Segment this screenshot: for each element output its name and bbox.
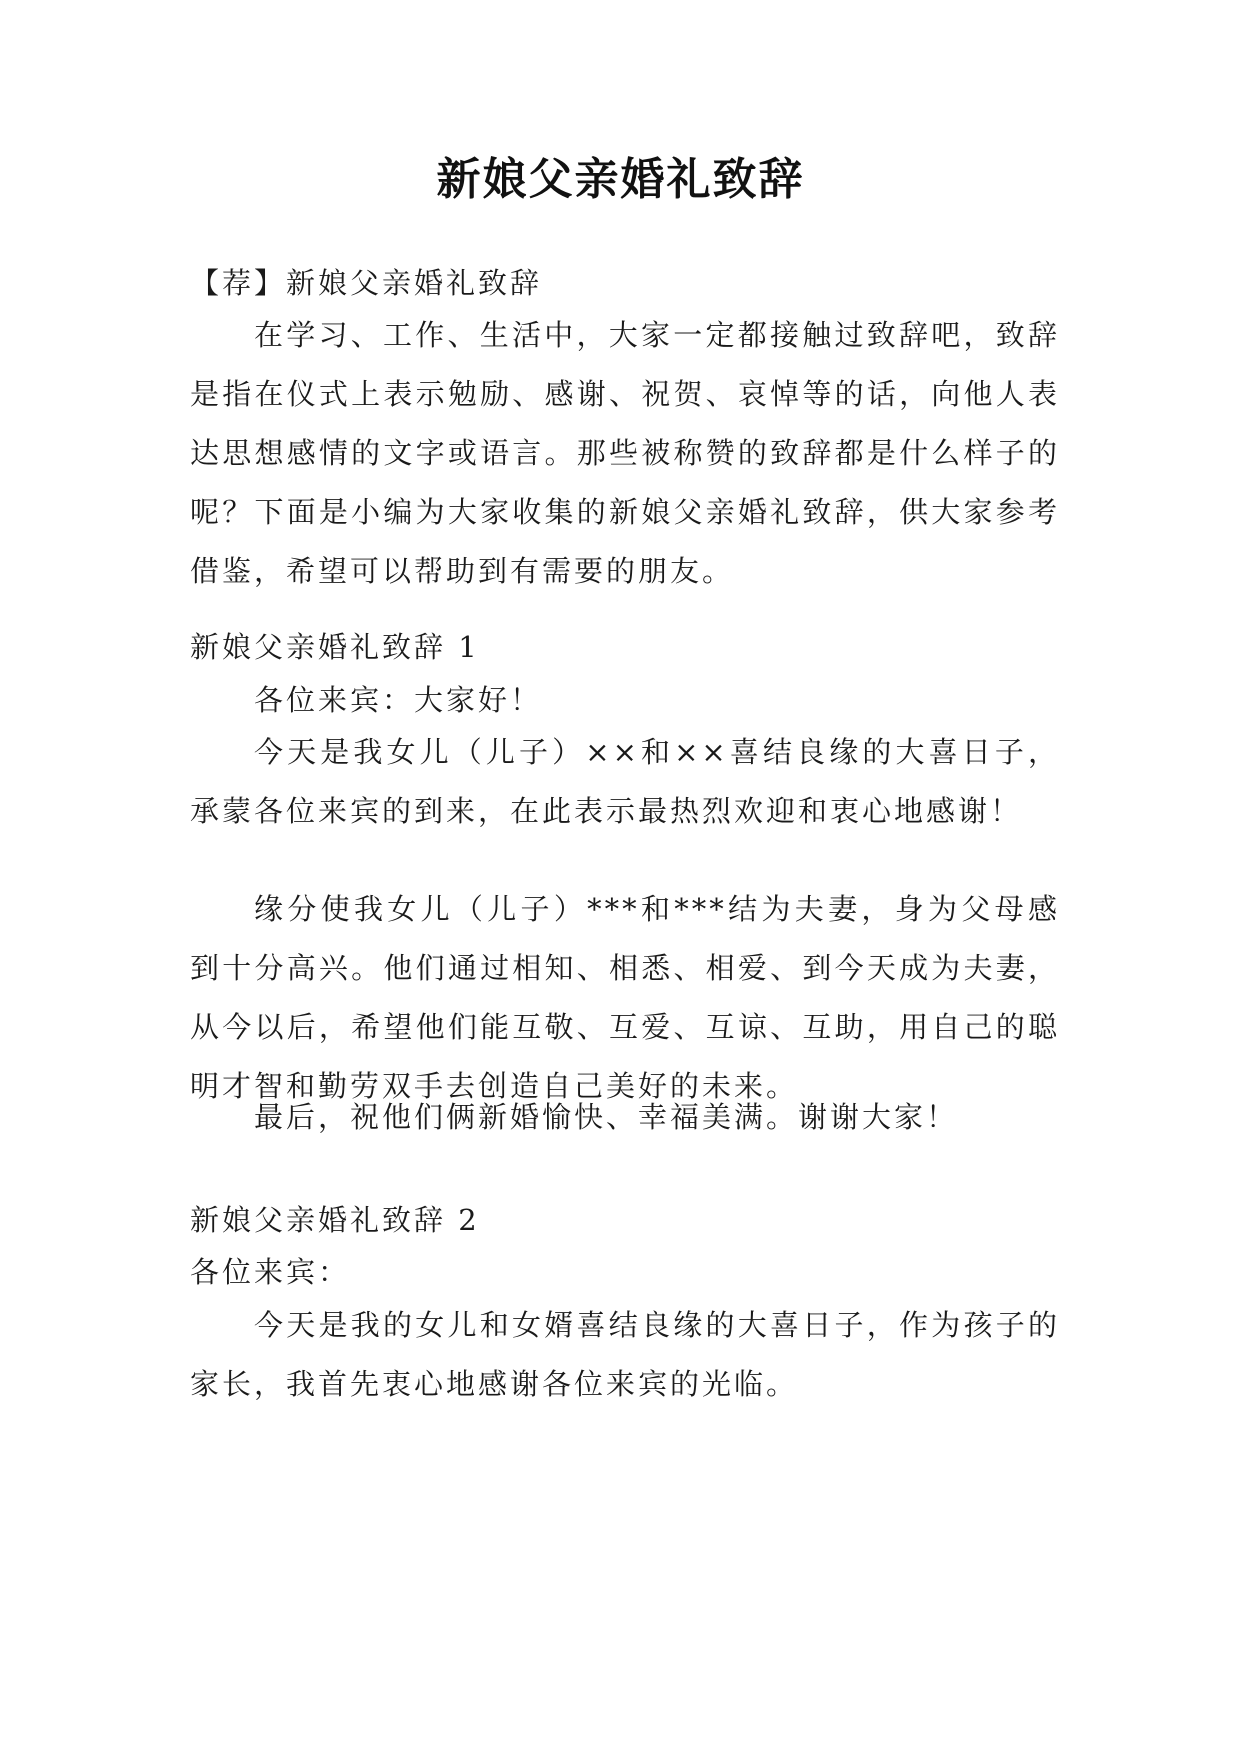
section-2-paragraph-1: 今天是我的女儿和女婿喜结良缘的大喜日子，作为孩子的家长，我首先衷心地感谢各位来宾的光临。 (190, 1308, 1060, 1401)
section-1-paragraph-1: 今天是我女儿（儿子）××和××喜结良缘的大喜日子，承蒙各位来宾的到来，在此表示最热烈欢迎和衷心地感谢！ (190, 735, 1060, 828)
recommend-line: 【荐】新娘父亲婚礼致辞 (190, 266, 543, 300)
section-1-heading: 新娘父亲婚礼致辞 1 (190, 630, 480, 664)
document-title: 新娘父亲婚礼致辞 (436, 154, 805, 205)
intro-paragraph: 在学习、工作、生活中，大家一定都接触过致辞吧，致辞是指在仪式上表示勉励、感谢、祝贺、哀悼等的话，向他人表达思想感情的文字或语言。那些被称赞的致辞都是什么样子的呢？下面是小编为大家收集的新娘父亲婚礼致辞，供大家参考借鉴，希望可以帮助到有需要的朋友。 (190, 318, 1060, 588)
section-1-paragraph-2: 缘分使我女儿（儿子）***和***结为夫妻，身为父母感到十分高兴。他们通过相知、相悉、相爱、到今天成为夫妻，从今以后，希望他们能互敬、互爱、互谅、互助，用自己的聪明才智和勤劳双手去创造自己美好的未来。 (190, 892, 1060, 1103)
section-1-paragraph-3: 最后，祝他们俩新婚愉快、幸福美满。谢谢大家！ (254, 1100, 959, 1134)
section-2-greeting: 各位来宾： (190, 1255, 351, 1289)
section-1-greeting: 各位来宾：大家好！ (254, 683, 543, 717)
section-2-heading: 新娘父亲婚礼致辞 2 (190, 1203, 480, 1237)
document-body (190, 0, 1060, 1754)
